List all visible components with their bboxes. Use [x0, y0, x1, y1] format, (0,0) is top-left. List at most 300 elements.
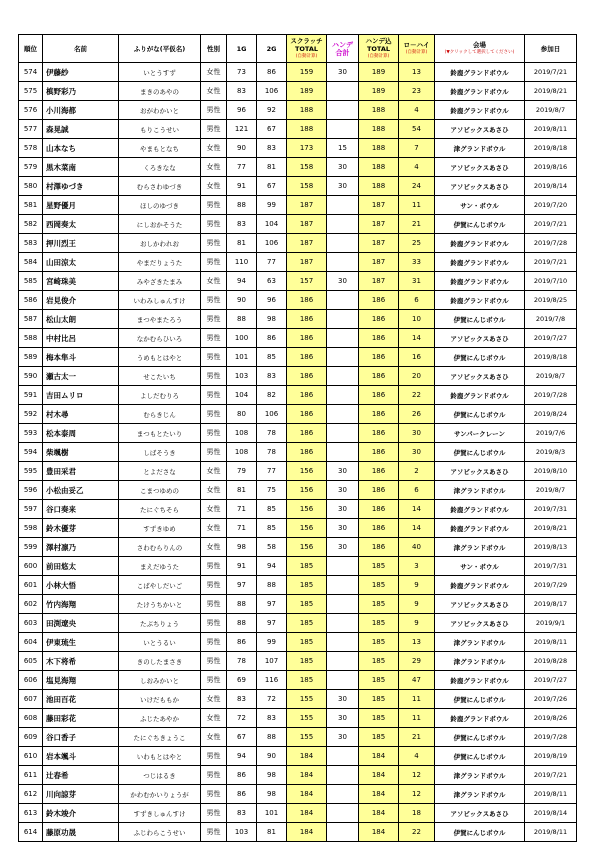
rank-cell: 574 — [19, 63, 43, 82]
scratch-total-cell: 156 — [287, 500, 327, 519]
handicap-cell — [327, 443, 359, 462]
name-cell: 梅本隼斗 — [43, 348, 119, 367]
handicap-total-cell: 188 — [359, 158, 399, 177]
gender-cell: 女性 — [201, 139, 227, 158]
venue-select[interactable]: 鈴鹿グランドボウル — [435, 519, 525, 538]
handicap-cell: 15 — [327, 139, 359, 158]
name-cell: 前田悠太 — [43, 557, 119, 576]
date-cell: 2019/7/21 — [525, 63, 577, 82]
gender-cell: 女性 — [201, 690, 227, 709]
kana-cell: せこたいち — [119, 367, 201, 386]
name-cell: 池田百花 — [43, 690, 119, 709]
name-cell: 澤村凛乃 — [43, 538, 119, 557]
kana-cell: ほしのゆづき — [119, 196, 201, 215]
handicap-cell — [327, 804, 359, 823]
venue-select[interactable]: 伊賀にんじボウル — [435, 405, 525, 424]
kana-cell: いわみしゅんすけ — [119, 291, 201, 310]
name-cell: 押川烈王 — [43, 234, 119, 253]
lowhigh-cell: 4 — [399, 158, 435, 177]
date-cell: 2019/7/28 — [525, 728, 577, 747]
handicap-cell — [327, 766, 359, 785]
game2-cell: 82 — [257, 386, 287, 405]
game2-cell: 86 — [257, 329, 287, 348]
venue-select[interactable]: アソビックスあさひ — [435, 804, 525, 823]
venue-select[interactable]: 鈴鹿グランドボウル — [435, 63, 525, 82]
game2-cell: 81 — [257, 823, 287, 842]
game2-cell: 98 — [257, 785, 287, 804]
name-cell: 山本なち — [43, 139, 119, 158]
venue-select[interactable]: 鈴鹿グランドボウル — [435, 709, 525, 728]
gender-cell: 男性 — [201, 405, 227, 424]
lowhigh-cell: 14 — [399, 500, 435, 519]
venue-select[interactable]: 鈴鹿グランドボウル — [435, 386, 525, 405]
venue-select[interactable]: アソビックスあさひ — [435, 367, 525, 386]
game1-cell: 121 — [227, 120, 257, 139]
rank-cell: 590 — [19, 367, 43, 386]
handicap-cell: 30 — [327, 690, 359, 709]
rank-cell: 606 — [19, 671, 43, 690]
lowhigh-cell: 47 — [399, 671, 435, 690]
rank-cell: 579 — [19, 158, 43, 177]
rank-cell: 593 — [19, 424, 43, 443]
gender-cell: 男性 — [201, 367, 227, 386]
rank-cell: 607 — [19, 690, 43, 709]
gender-cell: 女性 — [201, 82, 227, 101]
handicap-total-cell: 189 — [359, 82, 399, 101]
scratch-total-cell: 186 — [287, 348, 327, 367]
handicap-total-cell: 188 — [359, 101, 399, 120]
date-cell: 2019/7/21 — [525, 766, 577, 785]
date-cell: 2019/8/17 — [525, 595, 577, 614]
game2-cell: 92 — [257, 101, 287, 120]
handicap-cell — [327, 785, 359, 804]
scratch-total-cell: 155 — [287, 728, 327, 747]
game2-cell: 58 — [257, 538, 287, 557]
lowhigh-cell: 22 — [399, 823, 435, 842]
handicap-total-cell: 184 — [359, 766, 399, 785]
rank-cell: 584 — [19, 253, 43, 272]
lowhigh-cell: 12 — [399, 766, 435, 785]
rank-cell: 613 — [19, 804, 43, 823]
gender-cell: 女性 — [201, 481, 227, 500]
rank-cell: 586 — [19, 291, 43, 310]
game2-cell: 85 — [257, 348, 287, 367]
game1-cell: 71 — [227, 500, 257, 519]
name-cell: 谷口奏来 — [43, 500, 119, 519]
scratch-total-cell: 158 — [287, 177, 327, 196]
table-row — [19, 443, 577, 462]
handicap-cell — [327, 386, 359, 405]
venue-select[interactable]: 津グランドボウル — [435, 633, 525, 652]
venue-select[interactable]: 伊賀にんじボウル — [435, 310, 525, 329]
scratch-total-cell: 156 — [287, 481, 327, 500]
handicap-cell — [327, 671, 359, 690]
venue-select[interactable]: 鈴鹿グランドボウル — [435, 671, 525, 690]
date-cell: 2019/8/7 — [525, 101, 577, 120]
handicap-cell: 30 — [327, 158, 359, 177]
handicap-total-cell: 186 — [359, 424, 399, 443]
gender-cell: 女性 — [201, 728, 227, 747]
gender-cell: 女性 — [201, 709, 227, 728]
scratch-total-cell: 185 — [287, 633, 327, 652]
handicap-cell — [327, 747, 359, 766]
handicap-total-cell: 185 — [359, 652, 399, 671]
scratch-total-cell: 187 — [287, 196, 327, 215]
kana-cell: たぶちりょう — [119, 614, 201, 633]
scratch-note: (自動計算) — [295, 53, 318, 59]
venue-select[interactable]: 伊賀にんじボウル — [435, 690, 525, 709]
kana-cell: にしおかそうた — [119, 215, 201, 234]
lowhigh-cell: 24 — [399, 177, 435, 196]
lowhigh-cell: 18 — [399, 804, 435, 823]
table-row — [19, 253, 577, 272]
rank-cell: 596 — [19, 481, 43, 500]
kana-cell: ふじわらこうせい — [119, 823, 201, 842]
scratch-total-cell: 186 — [287, 424, 327, 443]
handicap-total-cell: 187 — [359, 272, 399, 291]
rank-cell: 587 — [19, 310, 43, 329]
game2-cell: 85 — [257, 519, 287, 538]
name-cell: 藤田彩花 — [43, 709, 119, 728]
game2-cell: 78 — [257, 424, 287, 443]
scratch-total-cell: 159 — [287, 63, 327, 82]
game1-cell: 110 — [227, 253, 257, 272]
scratch-total-cell: 187 — [287, 234, 327, 253]
table-row — [19, 424, 577, 443]
kana-cell: なかむらひいろ — [119, 329, 201, 348]
rank-cell: 588 — [19, 329, 43, 348]
venue-select[interactable]: 鈴鹿グランドボウル — [435, 291, 525, 310]
col-rank: 順位 — [19, 35, 43, 63]
handicap-total-cell: 185 — [359, 633, 399, 652]
header-row — [19, 35, 577, 63]
venue-select[interactable]: 鈴鹿グランドボウル — [435, 234, 525, 253]
venue-select[interactable]: アソビックスあさひ — [435, 329, 525, 348]
game1-cell: 97 — [227, 576, 257, 595]
date-cell: 2019/7/20 — [525, 196, 577, 215]
kana-cell: やまだりょうた — [119, 253, 201, 272]
table-row — [19, 728, 577, 747]
date-cell: 2019/8/21 — [525, 82, 577, 101]
name-cell: 黒木菜南 — [43, 158, 119, 177]
lowhigh-cell: 33 — [399, 253, 435, 272]
gender-cell: 男性 — [201, 671, 227, 690]
handicap-cell — [327, 557, 359, 576]
handicap-total-cell: 185 — [359, 595, 399, 614]
game1-cell: 86 — [227, 785, 257, 804]
venue-select[interactable]: 鈴鹿グランドボウル — [435, 500, 525, 519]
kana-cell: まつやまたろう — [119, 310, 201, 329]
table-row — [19, 215, 577, 234]
lowhigh-label: ロ－ハイ — [403, 40, 430, 49]
venue-select[interactable]: 津グランドボウル — [435, 652, 525, 671]
date-cell: 2019/8/3 — [525, 443, 577, 462]
venue-select[interactable]: 伊賀にんじボウル — [435, 215, 525, 234]
rank-cell: 592 — [19, 405, 43, 424]
table-row — [19, 766, 577, 785]
handicap-cell — [327, 101, 359, 120]
venue-select[interactable]: 伊賀にんじボウル — [435, 443, 525, 462]
lowhigh-cell: 40 — [399, 538, 435, 557]
venue-select[interactable]: アソビックスあさひ — [435, 595, 525, 614]
gender-cell: 男性 — [201, 652, 227, 671]
kana-cell: きのしたまさき — [119, 652, 201, 671]
gender-cell: 男性 — [201, 804, 227, 823]
gender-cell: 男性 — [201, 576, 227, 595]
game2-cell: 106 — [257, 82, 287, 101]
handicap-cell — [327, 329, 359, 348]
table-row — [19, 576, 577, 595]
table-row — [19, 386, 577, 405]
handicap-total-cell: 187 — [359, 253, 399, 272]
name-cell: 槙野彩乃 — [43, 82, 119, 101]
table-row — [19, 63, 577, 82]
lowhigh-cell: 6 — [399, 291, 435, 310]
gender-cell: 男性 — [201, 234, 227, 253]
name-cell: 鈴木優芽 — [43, 519, 119, 538]
name-cell: 瀬古太一 — [43, 367, 119, 386]
venue-select[interactable]: 津グランドボウル — [435, 538, 525, 557]
date-cell: 2019/8/19 — [525, 747, 577, 766]
game2-cell: 97 — [257, 614, 287, 633]
lowhigh-cell: 4 — [399, 747, 435, 766]
rank-cell: 576 — [19, 101, 43, 120]
gender-cell: 男性 — [201, 120, 227, 139]
gender-cell: 女性 — [201, 272, 227, 291]
gender-cell: 男性 — [201, 785, 227, 804]
rank-cell: 614 — [19, 823, 43, 842]
table-row — [19, 804, 577, 823]
venue-select[interactable]: 鈴鹿グランドボウル — [435, 82, 525, 101]
table-row — [19, 614, 577, 633]
venue-select[interactable]: 伊賀にんじボウル — [435, 747, 525, 766]
handicap-cell — [327, 576, 359, 595]
game2-cell: 81 — [257, 158, 287, 177]
scratch-total-cell: 185 — [287, 652, 327, 671]
date-cell: 2019/8/18 — [525, 348, 577, 367]
venue-select[interactable]: アソビックスあさひ — [435, 614, 525, 633]
hdcp-total-note: (自動計算) — [367, 53, 390, 59]
kana-cell: やまもとなち — [119, 139, 201, 158]
venue-select[interactable]: 鈴鹿グランドボウル — [435, 101, 525, 120]
venue-select[interactable]: 津グランドボウル — [435, 481, 525, 500]
handicap-cell — [327, 291, 359, 310]
handicap-cell — [327, 595, 359, 614]
venue-select[interactable]: 鈴鹿グランドボウル — [435, 253, 525, 272]
game2-cell: 83 — [257, 367, 287, 386]
scratch-total-cell: 188 — [287, 101, 327, 120]
col-scratch-total — [287, 35, 327, 63]
game2-cell: 94 — [257, 557, 287, 576]
date-cell: 2019/7/31 — [525, 500, 577, 519]
date-cell: 2019/9/1 — [525, 614, 577, 633]
handicap-total-cell: 185 — [359, 671, 399, 690]
gender-cell: 男性 — [201, 253, 227, 272]
handicap-total-cell: 186 — [359, 386, 399, 405]
gender-cell: 男性 — [201, 557, 227, 576]
date-cell: 2019/8/14 — [525, 177, 577, 196]
venue-select[interactable]: アソビックスあさひ — [435, 177, 525, 196]
kana-cell: さわむらりんの — [119, 538, 201, 557]
venue-select[interactable]: アソビックスあさひ — [435, 462, 525, 481]
handicap-cell — [327, 367, 359, 386]
handicap-cell — [327, 405, 359, 424]
game1-cell: 83 — [227, 82, 257, 101]
name-cell: 谷口香子 — [43, 728, 119, 747]
date-cell: 2019/8/26 — [525, 709, 577, 728]
game2-cell: 67 — [257, 120, 287, 139]
venue-select[interactable]: 鈴鹿グランドボウル — [435, 576, 525, 595]
handicap-cell — [327, 652, 359, 671]
venue-select[interactable]: 伊賀にんじボウル — [435, 823, 525, 842]
table-row — [19, 462, 577, 481]
handicap-cell: 30 — [327, 63, 359, 82]
rank-cell: 608 — [19, 709, 43, 728]
lowhigh-cell: 20 — [399, 367, 435, 386]
lowhigh-cell: 14 — [399, 329, 435, 348]
name-cell: 塩見海翔 — [43, 671, 119, 690]
scratch-total-cell: 158 — [287, 158, 327, 177]
venue-select[interactable]: 津グランドボウル — [435, 139, 525, 158]
lowhigh-cell: 11 — [399, 196, 435, 215]
venue-select[interactable]: アソビックスあさひ — [435, 158, 525, 177]
rank-cell: 612 — [19, 785, 43, 804]
table-row — [19, 709, 577, 728]
table-row — [19, 557, 577, 576]
hdcp-total-label: ハンデ込 — [365, 36, 392, 45]
date-cell: 2019/8/25 — [525, 291, 577, 310]
name-cell: 村澤ゆづき — [43, 177, 119, 196]
kana-cell: こばやしだいご — [119, 576, 201, 595]
handicap-cell: 30 — [327, 462, 359, 481]
name-cell: 伊東琉生 — [43, 633, 119, 652]
game2-cell: 85 — [257, 500, 287, 519]
table-row — [19, 139, 577, 158]
date-cell: 2019/8/11 — [525, 633, 577, 652]
kana-cell: いとうすず — [119, 63, 201, 82]
scratch-total-cell: 186 — [287, 443, 327, 462]
gender-cell: 男性 — [201, 310, 227, 329]
game1-cell: 108 — [227, 443, 257, 462]
kana-cell: かわむかいりょうが — [119, 785, 201, 804]
handicap-cell: 30 — [327, 728, 359, 747]
venue-select[interactable]: サン・ボウル — [435, 557, 525, 576]
lowhigh-cell: 11 — [399, 709, 435, 728]
rank-cell: 583 — [19, 234, 43, 253]
game2-cell: 86 — [257, 63, 287, 82]
lowhigh-cell: 26 — [399, 405, 435, 424]
results-table — [18, 34, 577, 842]
lowhigh-cell: 2 — [399, 462, 435, 481]
gender-cell: 男性 — [201, 329, 227, 348]
scratch-total-cell: 185 — [287, 595, 327, 614]
game2-cell: 67 — [257, 177, 287, 196]
game2-cell: 63 — [257, 272, 287, 291]
venue-select[interactable]: サン・ボウル — [435, 196, 525, 215]
rank-cell: 598 — [19, 519, 43, 538]
date-cell: 2019/8/14 — [525, 804, 577, 823]
lowhigh-cell: 9 — [399, 576, 435, 595]
handicap-cell — [327, 253, 359, 272]
lowhigh-cell: 21 — [399, 728, 435, 747]
kana-cell: もりこうせい — [119, 120, 201, 139]
handicap-total-cell: 185 — [359, 709, 399, 728]
col-lowhigh — [399, 35, 435, 63]
handicap-cell: 30 — [327, 500, 359, 519]
kana-cell: くろきなな — [119, 158, 201, 177]
kana-cell: ふじたあやか — [119, 709, 201, 728]
name-cell: 星野優月 — [43, 196, 119, 215]
date-cell: 2019/8/18 — [525, 139, 577, 158]
venue-select[interactable]: 伊賀にんじボウル — [435, 728, 525, 747]
venue-select[interactable]: 津グランドボウル — [435, 766, 525, 785]
gender-cell: 男性 — [201, 443, 227, 462]
name-cell: 竹内海翔 — [43, 595, 119, 614]
date-cell: 2019/7/10 — [525, 272, 577, 291]
name-cell: 豊田采君 — [43, 462, 119, 481]
handicap-cell — [327, 424, 359, 443]
game1-cell: 80 — [227, 405, 257, 424]
date-cell: 2019/7/8 — [525, 310, 577, 329]
kana-cell: こまつゆめの — [119, 481, 201, 500]
kana-cell: しおみかいと — [119, 671, 201, 690]
venue-select[interactable]: 津グランドボウル — [435, 785, 525, 804]
date-cell: 2019/7/6 — [525, 424, 577, 443]
lowhigh-cell: 30 — [399, 424, 435, 443]
handicap-total-cell: 188 — [359, 139, 399, 158]
lowhigh-cell: 3 — [399, 557, 435, 576]
lowhigh-cell: 21 — [399, 215, 435, 234]
gender-cell: 男性 — [201, 747, 227, 766]
col-game1: 1G — [227, 35, 257, 63]
table-row — [19, 500, 577, 519]
game1-cell: 104 — [227, 386, 257, 405]
handicap-total-cell: 184 — [359, 823, 399, 842]
gender-cell: 男性 — [201, 614, 227, 633]
rank-cell: 601 — [19, 576, 43, 595]
handicap-total-cell: 185 — [359, 576, 399, 595]
kana-cell: すずきゆめ — [119, 519, 201, 538]
venue-select[interactable]: 鈴鹿グランドボウル — [435, 272, 525, 291]
col-handicap-total — [359, 35, 399, 63]
game1-cell: 81 — [227, 481, 257, 500]
scratch-total-cell: 186 — [287, 386, 327, 405]
gender-cell: 女性 — [201, 63, 227, 82]
handicap-cell — [327, 310, 359, 329]
venue-select[interactable]: アソビックスあさひ — [435, 120, 525, 139]
venue-select[interactable]: サンパークレーン — [435, 424, 525, 443]
game1-cell: 88 — [227, 614, 257, 633]
venue-label: 会場 — [473, 40, 486, 49]
gender-cell: 女性 — [201, 519, 227, 538]
kana-cell: おしかわれお — [119, 234, 201, 253]
gender-cell: 男性 — [201, 424, 227, 443]
gender-cell: 男性 — [201, 196, 227, 215]
scratch-total-cell: 184 — [287, 804, 327, 823]
game2-cell: 88 — [257, 728, 287, 747]
rank-cell: 609 — [19, 728, 43, 747]
game2-cell: 106 — [257, 234, 287, 253]
name-cell: 鈴木竣介 — [43, 804, 119, 823]
venue-select[interactable]: 伊賀にんじボウル — [435, 348, 525, 367]
kana-cell: まつもとたいり — [119, 424, 201, 443]
rank-cell: 581 — [19, 196, 43, 215]
handicap-cell — [327, 196, 359, 215]
lowhigh-cell: 22 — [399, 386, 435, 405]
date-cell: 2019/7/28 — [525, 386, 577, 405]
scratch-total-cell: 156 — [287, 519, 327, 538]
rank-cell: 611 — [19, 766, 43, 785]
